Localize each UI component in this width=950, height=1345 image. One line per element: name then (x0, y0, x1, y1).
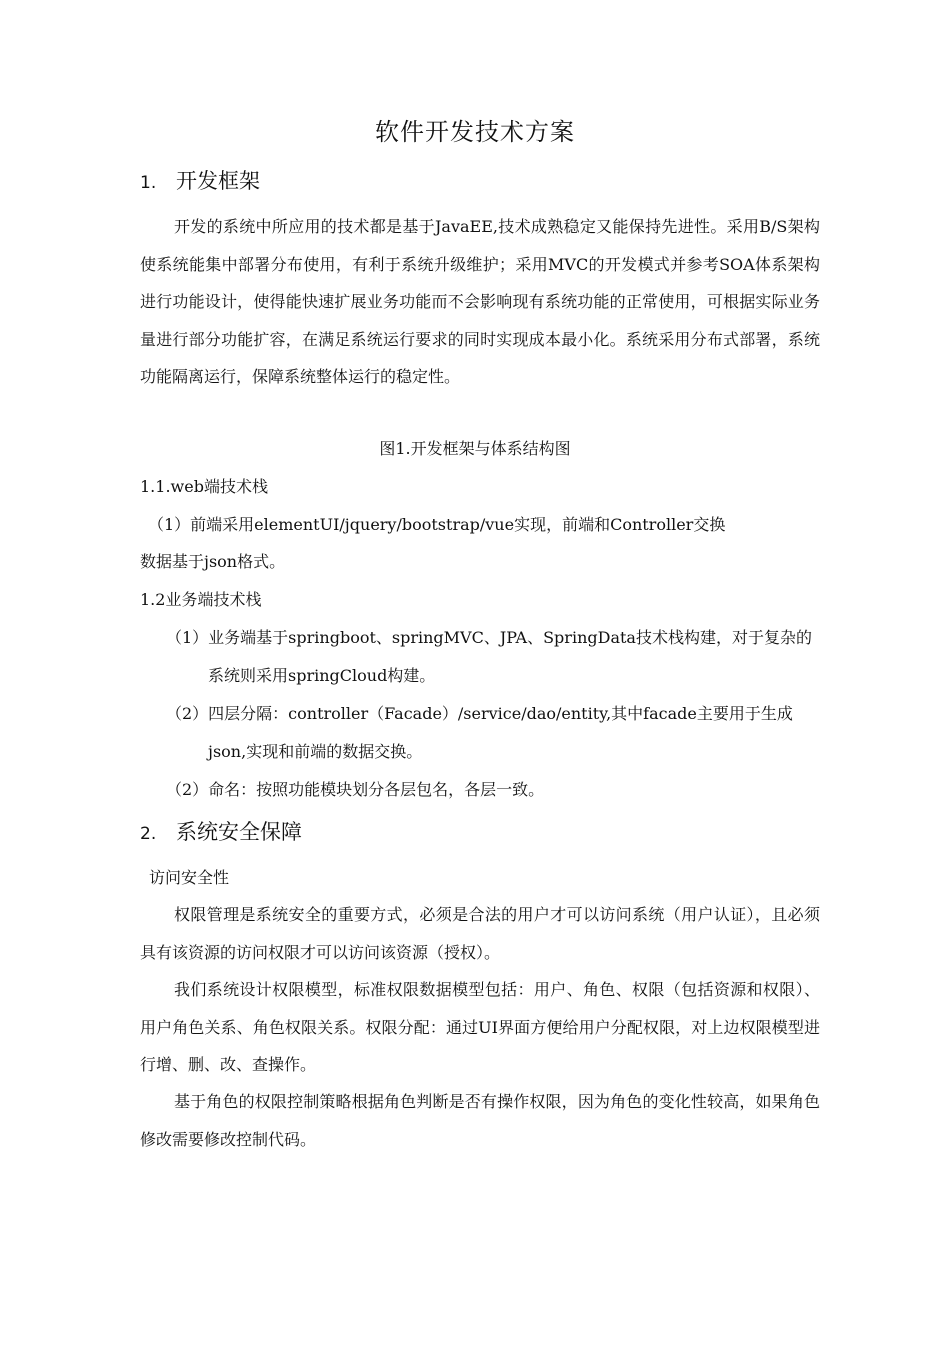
subsection-1-2-item-1 (166, 619, 820, 694)
section-2-title: 系统安全保障 (176, 820, 302, 844)
figure-caption: 图1.开发框架与体系结构图 (379, 439, 571, 458)
subsection-1-2-heading: 1.2业务端技术栈 (140, 590, 262, 609)
list-item-text: （2）命名：按照功能模块划分各层包名，各层一致。 (166, 780, 545, 799)
section-1-intro-paragraph: 开发的系统中所应用的技术都是基于JavaEE,技术成熟稳定又能保持先进性。采用B/S架构使系统能集中部署分布使用，有利于系统升级维护；采用MVC的开发模式并参考SOA体系架构进行功能设计，使得能快速扩展业务功能而不会影响现有系统功能的正常使用，可根据实际业务量进行部分功能扩容，在满足系统运行要求的同时实现成本最小化。系统采用分布式部署，系统功能隔离运行，保障系统整体运行的稳定性。 (140, 217, 820, 386)
section-2-paragraph-3: 基于角色的权限控制策略根据角色判断是否有操作权限，因为角色的变化性较高，如果角色修改需要修改控制代码。 (140, 1092, 820, 1149)
list-item-text: （2）四层分隔：controller（Facade）/service/dao/entity,其中facade主要用于生成json,实现和前端的数据交换。 (166, 704, 793, 761)
section-2-paragraph-2: 我们系统设计权限模型，标准权限数据模型包括：用户、角色、权限（包括资源和权限）、用户角色关系、角色权限关系。权限分配：通过UI界面方便给用户分配权限，对上边权限模型进行增、删、改、查操作。 (140, 980, 820, 1074)
section-2-number: 2. (140, 824, 157, 844)
subsection-1-2-item-2 (166, 695, 820, 770)
section-2-heading (140, 817, 302, 849)
subsection-1-1-item-1-continued: 数据基于json格式。 (140, 552, 286, 571)
subsection-1-1-heading: 1.1.web端技术栈 (140, 477, 268, 496)
section-1-heading (140, 166, 260, 198)
access-security-label: 访问安全性 (149, 868, 230, 887)
section-1-number: 1. (140, 173, 157, 193)
subsection-1-1-item-1: （1）前端采用elementUI/jquery/bootstrap/vue实现，前端和Controller交换 (148, 515, 726, 534)
section-2-paragraph-1: 权限管理是系统安全的重要方式，必须是合法的用户才可以访问系统（用户认证），且必须具有该资源的访问权限才可以访问该资源（授权）。 (140, 905, 820, 962)
section-1-title: 开发框架 (176, 169, 260, 193)
list-item-text: （1）业务端基于springboot、springMVC、JPA、SpringData技术栈构建，对于复杂的系统则采用springCloud构建。 (166, 628, 812, 685)
subsection-1-2-item-3 (166, 771, 820, 809)
document-title: 软件开发技术方案 (375, 118, 575, 146)
